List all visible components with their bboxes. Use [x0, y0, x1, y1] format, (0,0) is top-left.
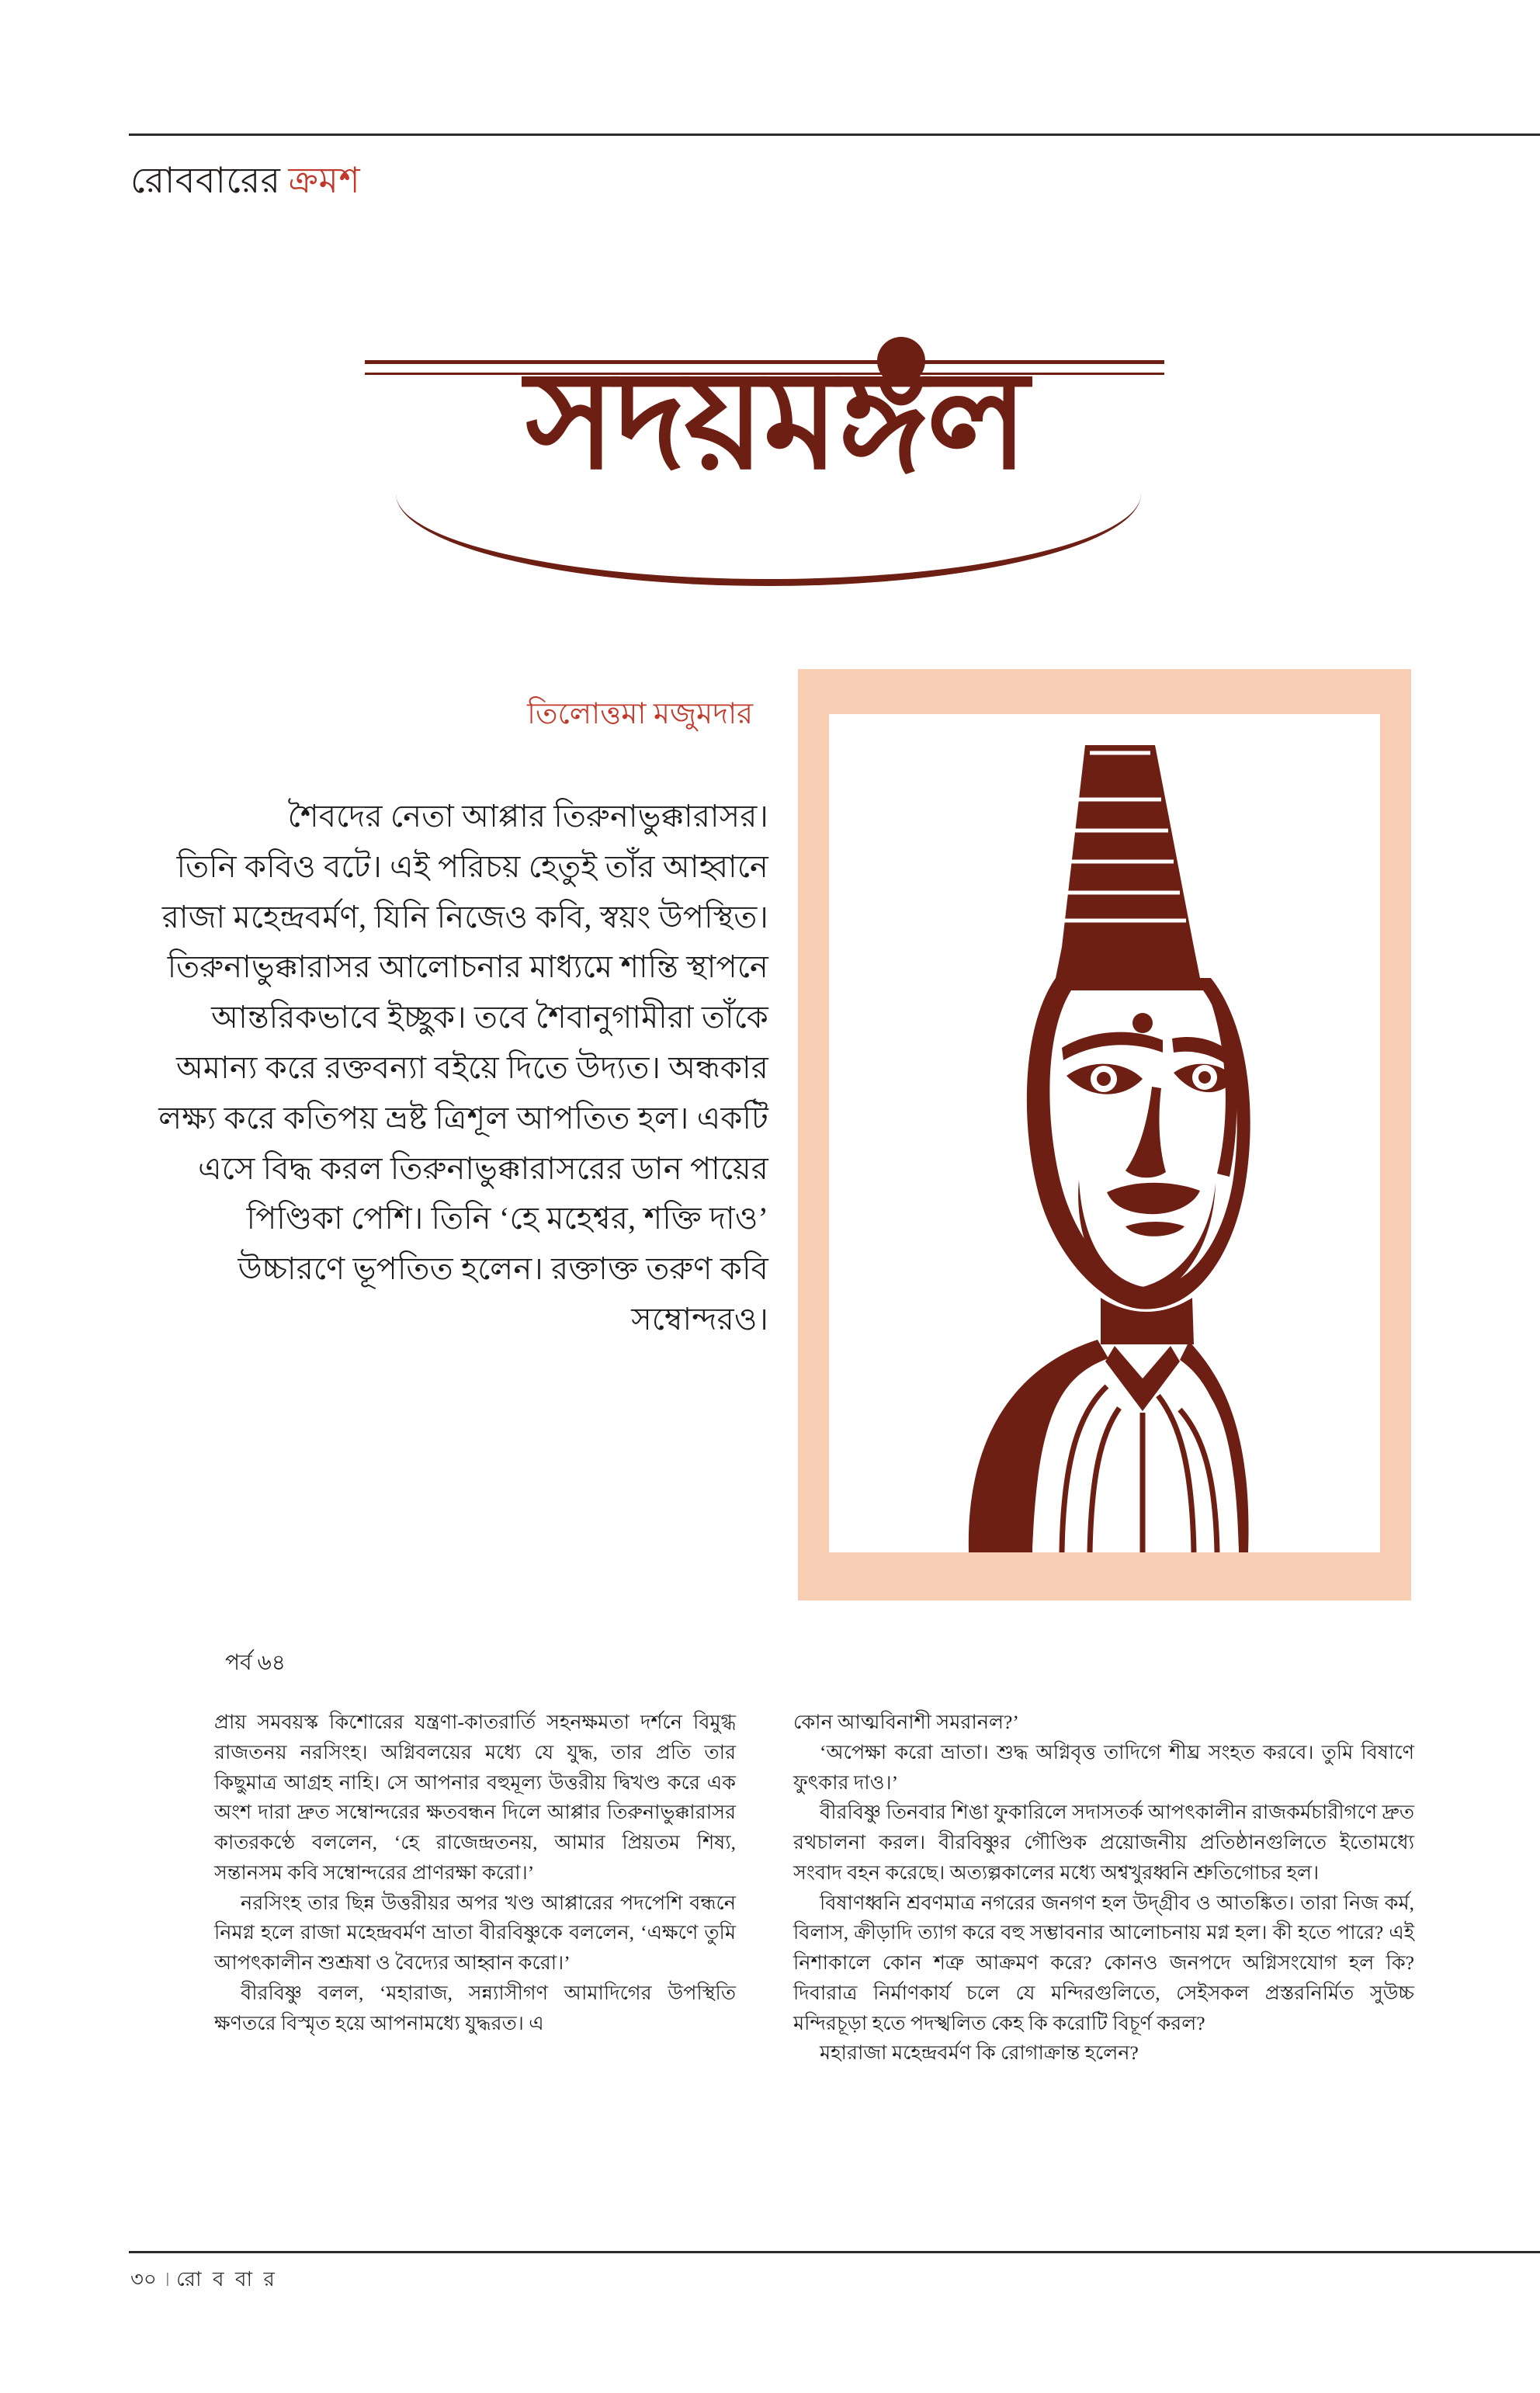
body-paragraph: প্রায় সমবয়স্ক কিশোরের যন্ত্রণা-কাতরার্তি সহনক্ষমতা দর্শনে বিমুগ্ধ রাজতনয় নরসিংহ। অগ্নিবলয়ের মধ্যে যে যুদ্ধ, তার প্রতি তার কিছুমাত্র আগ্রহ নাহি। সে আপনার বহুমূল্য উত্তরীয় দ্বিখণ্ড করে এক অংশ দারা দ্রুত সম্বোন্দরের ক্ষতবন্ধন দিলে আপ্পার তিরুনাভুক্কারাসর কাতরকণ্ঠে বললেন, ‘হে রাজেন্দ্রতনয়, আমার প্রিয়তম শিষ্য, সন্তানসম কবি সম্বোন্দরের প্রাণরক্ষা করো।’ [214, 1711, 736, 1884]
woodcut-portrait-icon [829, 714, 1380, 1552]
author-byline: তিলোত্তমা মজুমদার [527, 698, 753, 730]
body-paragraph: নরসিংহ তার ছিন্ন উত্তরীয়র অপর খণ্ড আপ্পারের পদপেশি বন্ধনে নিমগ্ন হলে রাজা মহেন্দ্রবর্মণ ভ্রাতা বীরবিষ্ণুকে বললেন, ‘এক্ষণে তুমি আপৎকালীন শুশ্রূষা ও বৈদ্যের আহ্বান করো।’ [214, 1891, 736, 1974]
folio-magazine-name: রো ব বা র [176, 2268, 278, 2291]
episode-label: পর্ব ৬৪ [225, 1651, 286, 1675]
section-header-plain: রোববারের [130, 161, 281, 200]
footer-folio [130, 2263, 278, 2298]
section-header [130, 154, 360, 213]
body-paragraph: কোন আত্মবিনাশী সমরানল?’ [793, 1711, 1019, 1733]
masthead-logo [334, 326, 1219, 590]
folio-separator: । [162, 2268, 171, 2291]
masthead-swoosh [396, 494, 1141, 586]
body-paragraph: বীরবিষ্ণু তিনবার শিঙা ফুকারিলে সদাসতর্ক আপৎকালীন রাজকর্মচারীগণে দ্রুত রথচালনা করল। বীরবিষ্ণুর গৌণ্ডিক প্রয়োজনীয় প্রতিষ্ঠানগুলিতে ইতোমধ্যে সংবাদ বহন করেছে। অত্যল্পকালের মধ্যে অশ্বখুরধ্বনি শ্রুতিগোচর হল। [793, 1801, 1414, 1884]
body-column-right [793, 1708, 1414, 2069]
illustration [829, 714, 1380, 1552]
body-paragraph: বীরবিষ্ণু বলল, ‘মহারাজ, সন্ন্যাসীগণ আমাদিগের উপস্থিতি ক্ষণতরে বিস্মৃত হয়ে আপনামধ্যে যুদ্ধরত। এ [214, 1981, 736, 2034]
footer-divider [129, 2251, 1540, 2253]
lead-text: শৈবদের নেতা আপ্পার তিরুনাভুক্কারাসর। তিনি কবিও বটে। এই পরিচয় হেতুই তাঁর আহ্বানে রাজা মহেন্দ্রবর্মণ, যিনি নিজেও কবি, স্বয়ং উপস্থিত। তিরুনাভুক্কারাসর আলোচনার মাধ্যমে শান্তি স্থাপনে আন্তরিকভাবে ইচ্ছুক। তবে শৈবানুগামীরা তাঁকে অমান্য করে রক্তবন্যা বইয়ে দিতে উদ্যত। অন্ধকার লক্ষ্য করে কতিপয় ভ্রষ্ট ত্রিশূল আপতিত হল। একটি এসে বিদ্ধ করল তিরুনাভুক্কারাসরের ডান পায়ের পিণ্ডিকা পেশি। তিনি ‘হে মহেশ্বর, শক্তি দাও’ উচ্চারণে ভূপতিত হলেন। রক্তাক্ত তরুণ কবি সম্বোন্দরও। [158, 799, 768, 1337]
body-column-left [214, 1708, 736, 2038]
body-paragraph: ‘অপেক্ষা করো ভ্রাতা। শুদ্ধ অগ্নিবৃত্ত তাদিগে শীঘ্র সংহত করবে। তুমি বিষাণে ফুৎকার দাও।’ [793, 1740, 1414, 1794]
section-header-accent: ক্রমশ [288, 161, 361, 200]
top-divider [129, 134, 1540, 136]
illustration-frame [798, 669, 1411, 1601]
masthead-title: সদয়মঙ্গল [525, 346, 1027, 498]
body-paragraph: বিষাণধ্বনি শ্রবণমাত্র নগরের জনগণ হল উদ্‌গ্রীব ও আতঙ্কিত। তারা নিজ কর্ম, বিলাস, ক্রীড়াদি ত্যাগ করে বহু সম্ভাবনার আলোচনায় মগ্ন হল। কী হতে পারে? এই নিশাকালে কোন শত্রু আক্রমণ করে? কোনও জনপদে অগ্নিসংযোগ হল কি? দিবারাত্র নির্মাণকার্য চলে যে মন্দিরগুলিতে, সেইসকল প্রস্তরনির্মিত সুউচ্চ মন্দিরচূড়া হতে পদস্খলিত কেহ কি করোটি বিচূর্ণ করল? [793, 1891, 1414, 2034]
lead-paragraph [155, 792, 768, 1345]
body-paragraph: মহারাজা মহেন্দ্রবর্মণ কি রোগাক্রান্ত হলেন? [820, 2041, 1139, 2065]
folio-page-number: ৩০ [130, 2268, 157, 2291]
